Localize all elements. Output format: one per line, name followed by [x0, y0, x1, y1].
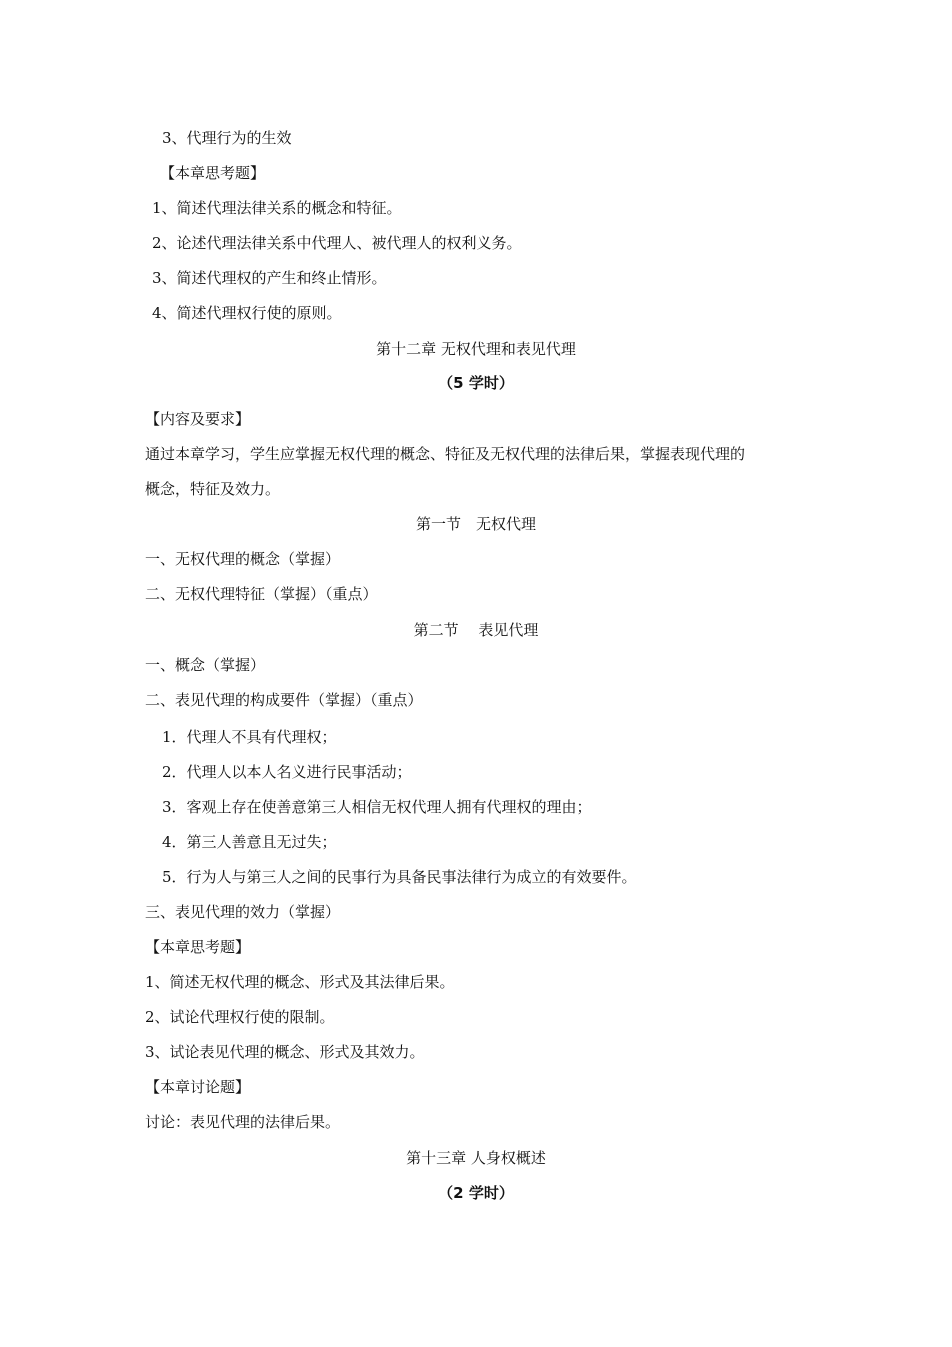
discussion-item: 讨论：表见代理的法律后果。 [145, 1113, 341, 1131]
section-label-content-requirements: 【内容及要求】 [145, 410, 251, 428]
question-item-1: 1、简述代理法律关系的概念和特征。 [152, 199, 402, 217]
outline-item-1: 一、无权代理的概念（掌握） [145, 550, 341, 568]
chapter-title-12: 第十二章 无权代理和表见代理 [376, 340, 576, 358]
question-item-b1: 1、简述无权代理的概念、形式及其法律后果。 [145, 973, 455, 991]
section-title-2: 第二节 表见代理 [413, 621, 539, 639]
list-item-3-agency-effect: 3、代理行为的生效 [162, 129, 292, 147]
question-item-b3: 3、试论表见代理的概念、形式及其效力。 [145, 1043, 425, 1061]
paragraph-line-2: 概念，特征及效力。 [145, 480, 281, 498]
element-item-5: 5．行为人与第三人之间的民事行为具备民事法律行为成立的有效要件。 [162, 868, 637, 886]
element-item-1: 1．代理人不具有代理权； [162, 728, 337, 746]
element-item-4: 4．第三人善意且无过失； [162, 833, 337, 851]
question-item-b2: 2、试论代理权行使的限制。 [145, 1008, 335, 1026]
question-item-2: 2、论述代理法律关系中代理人、被代理人的权利义务。 [152, 234, 522, 252]
section-label-review-questions: 【本章思考题】 [160, 164, 266, 182]
chapter-hours-12: （5 学时） [438, 374, 514, 392]
element-item-3: 3．客观上存在使善意第三人相信无权代理人拥有代理权的理由； [162, 798, 592, 816]
section-title-1: 第一节 无权代理 [415, 515, 536, 533]
question-item-4: 4、简述代理权行使的原则。 [152, 304, 342, 322]
question-item-3: 3、简述代理权的产生和终止情形。 [152, 269, 387, 287]
element-item-2: 2．代理人以本人名义进行民事活动； [162, 763, 412, 781]
chapter-hours-13: （2 学时） [438, 1184, 514, 1202]
chapter-title-13: 第十三章 人身权概述 [406, 1149, 546, 1167]
outline-item-concept: 一、概念（掌握） [145, 656, 266, 674]
section-label-discussion: 【本章讨论题】 [145, 1078, 251, 1096]
outline-item-effect: 三、表见代理的效力（掌握） [145, 903, 341, 921]
paragraph-line-1: 通过本章学习，学生应掌握无权代理的概念、特征及无权代理的法律后果，掌握表现代理的 [145, 445, 746, 463]
section-label-review-questions-2: 【本章思考题】 [145, 938, 251, 956]
outline-item-2: 二、无权代理特征（掌握）（重点） [145, 585, 378, 603]
outline-item-elements: 二、表见代理的构成要件（掌握）（重点） [145, 691, 423, 709]
